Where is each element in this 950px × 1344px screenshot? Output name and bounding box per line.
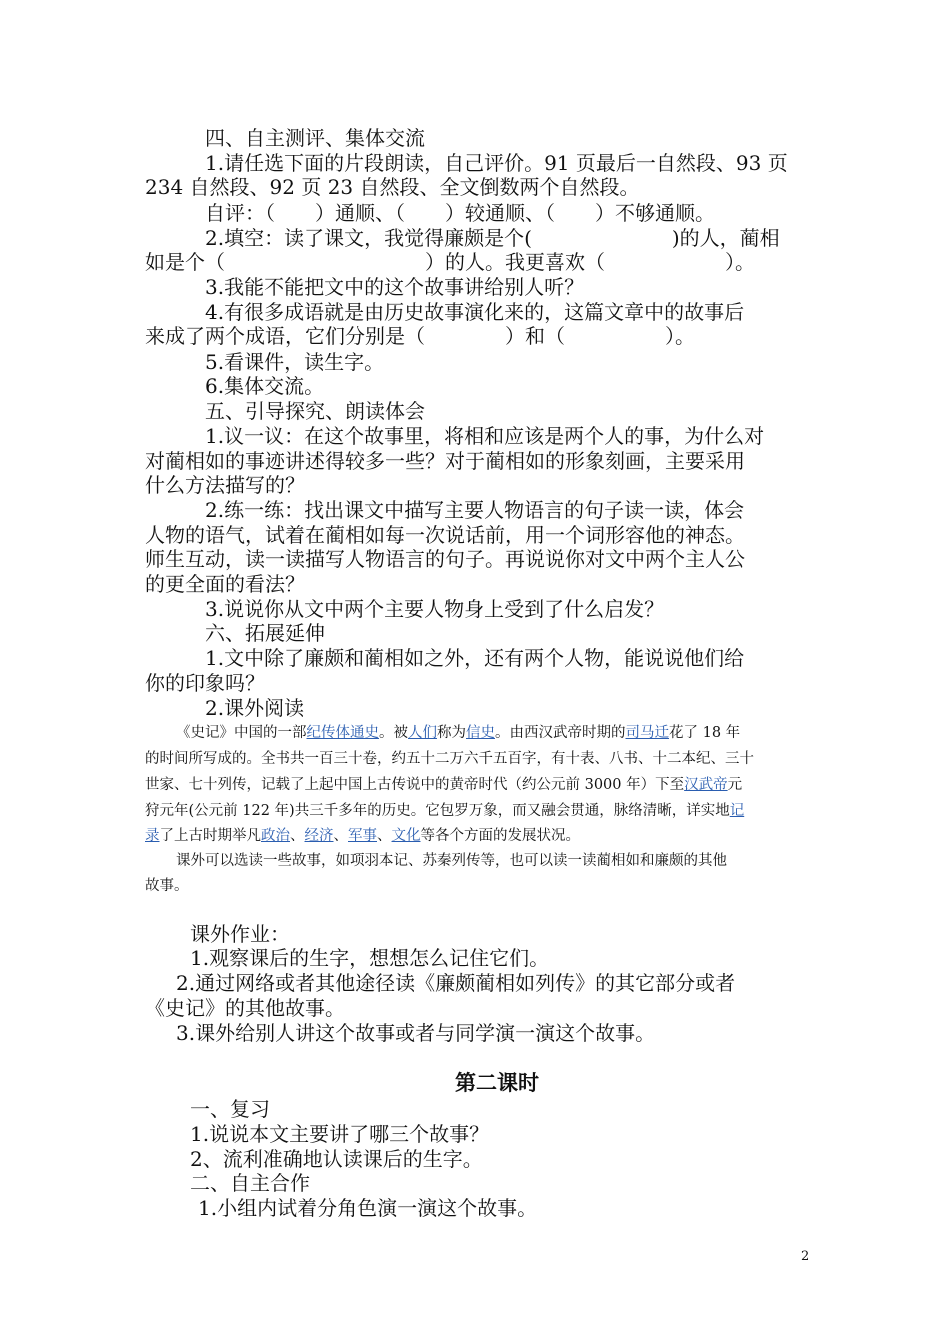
paragraph-line: 1.请任选下面的片段朗读，自己评价。91 页最后一自然段、93 页	[205, 151, 788, 175]
paragraph-line: 1.说说本文主要讲了哪三个故事？	[190, 1122, 490, 1146]
section-heading: 四、自主测评、集体交流	[205, 126, 425, 150]
paragraph-line: 2、流利准确地认读课后的生字。	[190, 1147, 483, 1171]
paragraph-line: 3.我能不能把文中的这个故事讲给别人听？	[205, 275, 585, 299]
paragraph-line: 人物的语气，试着在蔺相如每一次说话前，用一个词形容他的神态。	[145, 523, 745, 547]
homework-item: 3.课外给别人讲这个故事或者与同学演一演这个故事。	[176, 1021, 656, 1045]
link-simaqian[interactable]: 司马迁	[625, 725, 669, 741]
link-jilu[interactable]: 记	[729, 803, 745, 819]
paragraph-line: 2.练一练：找出课文中描写主要人物语言的句子读一读，体会	[205, 498, 745, 522]
reading-line: 狩元年(公元前 122 年)共三千多年的历史。它包罗万象，而又融会贯通，脉络清晰，详实地记	[145, 803, 745, 819]
link-junshi[interactable]: 军事	[348, 828, 377, 844]
section-heading: 六、拓展延伸	[205, 621, 325, 645]
paragraph-line: 什么方法描写的？	[145, 473, 305, 497]
paragraph-line: 2.课外阅读	[205, 696, 305, 720]
reading-line: 的时间所写成的。全书共一百三十卷，约五十二万六千五百字，有十表、八书、十二本纪、三十	[145, 751, 754, 767]
link-jingji[interactable]: 经济	[304, 828, 334, 844]
paragraph-line: 6.集体交流。	[205, 374, 325, 398]
paragraph-line: 1.小组内试着分角色演一演这个故事。	[198, 1196, 538, 1220]
paragraph-line: 234 自然段、92 页 23 自然段、全文倒数两个自然段。	[145, 175, 640, 199]
self-evaluation-line: 自评：（ ）通顺、（ ）较通顺、（ ）不够通顺。	[205, 201, 715, 225]
paragraph-line: 的更全面的看法？	[145, 572, 305, 596]
paragraph-line: 3.说说你从文中两个主要人物身上受到了什么启发？	[205, 597, 665, 621]
paragraph-line: 师生互动，读一读描写人物语言的句子。再说说你对文中两个主人公	[145, 547, 745, 571]
link-xinshi[interactable]: 信史	[466, 725, 495, 741]
fill-in-line: 如是个（ ）的人。我更喜欢（ ）。	[145, 250, 755, 274]
section-heading: 二、自主合作	[190, 1171, 310, 1195]
paragraph-line: 1.文中除了廉颇和蔺相如之外，还有两个人物，能说说他们给	[205, 646, 745, 670]
paragraph-line: 1.议一议：在这个故事里，将相和应该是两个人的事，为什么对	[205, 424, 765, 448]
link-renmen[interactable]: 人们	[408, 725, 437, 741]
link-wenhua[interactable]: 文化	[391, 828, 421, 844]
homework-item: 1.观察课后的生字，想想怎么记住它们。	[190, 946, 550, 970]
paragraph-line: 4.有很多成语就是由历史故事演化来的，这篇文章中的故事后	[205, 300, 745, 324]
homework-heading: 课外作业：	[190, 922, 290, 946]
fill-in-line: 来成了两个成语，它们分别是（ ）和（ ）。	[145, 324, 695, 348]
reading-line: 课外可以选读一些故事，如项羽本记、苏秦列传等，也可以读一读蔺相如和廉颇的其他	[176, 853, 727, 869]
reading-line: 世家、七十列传，记载了上起中国上古传说中的黄帝时代（约公元前 3000 年）下至汉武帝元	[145, 777, 743, 793]
homework-item: 《史记》的其他故事。	[145, 996, 345, 1020]
homework-item: 2.通过网络或者其他途径读《廉颇蔺相如列传》的其它部分或者	[176, 971, 736, 995]
paragraph-line: 你的印象吗？	[145, 671, 265, 695]
reading-line: 《史记》中国的一部纪传体通史。被人们称为信史。由西汉武帝时期的司马迁花了 18 年	[176, 725, 741, 741]
section-heading: 一、复习	[190, 1097, 270, 1121]
reading-line: 故事。	[145, 878, 189, 894]
lesson-title: 第二课时	[455, 1071, 539, 1095]
paragraph-line: 5.看课件，读生字。	[205, 350, 385, 374]
reading-line: 录了上古时期举凡政治、经济、军事、文化等各个方面的发展状况。	[145, 828, 580, 844]
link-jilu-cont[interactable]: 录	[145, 828, 160, 844]
page-number: 2	[801, 1249, 810, 1264]
link-zhengzhi[interactable]: 政治	[261, 828, 290, 844]
paragraph-line: 对蔺相如的事迹讲述得较多一些？对于蔺相如的形象刻画，主要采用	[145, 449, 745, 473]
section-heading: 五、引导探究、朗读体会	[205, 399, 425, 423]
link-jizhuanti-tongshi[interactable]: 纪传体通史	[306, 725, 379, 741]
fill-in-line: 2.填空：读了课文，我觉得廉颇是个( )的人，蔺相	[205, 226, 780, 250]
link-hanwudi[interactable]: 汉武帝	[684, 777, 728, 793]
